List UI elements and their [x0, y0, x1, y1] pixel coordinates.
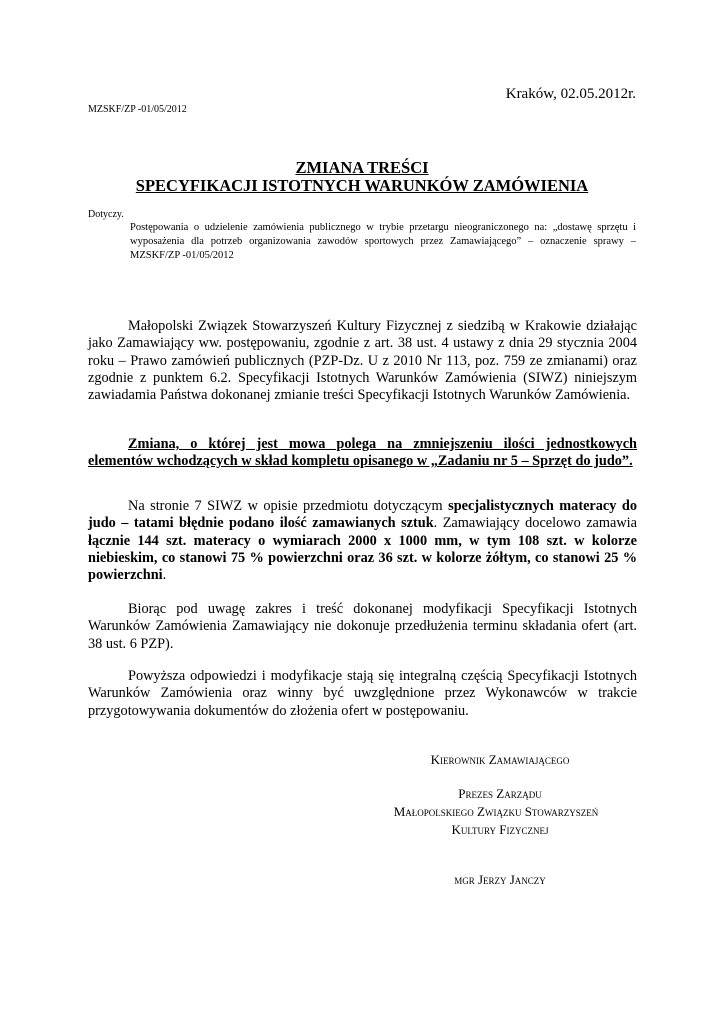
regarding-text: Postępowania o udzielenie zamówienia publicznego w trybie przetargu nieograniczonego na: „dostawę sprzętu i wyposażenia dla potrzeb organizowania zawodów sportowych przez Zamawiającego” – oznaczenie sprawy – MZSKF/ZP -01/05/2012 [130, 222, 636, 261]
p3-bold-b: specjalistycznych materacy do judo – tatami błędnie podano ilość zamawianych sztuk [88, 498, 637, 532]
signature-organization-cont: Kultury Fizycznej [451, 822, 549, 837]
paragraph-integral-part: Powyższa odpowiedzi i modyfikacje stają się integralną częścią Specyfikacji Istotnych Warunków Zamówienia oraz winny być uwzględnione przez Wykonawców w trakcie przygotowywania dokumentów do złożenia ofert w postępowaniu. [88, 668, 637, 719]
signature-organization: Małopolskiego Związku Stowarzyszeń [393, 804, 599, 819]
case-reference: MZSKF/ZP -01/05/2012 [88, 104, 187, 115]
regarding-label: Dotyczy. [88, 209, 124, 220]
place-and-date: Kraków, 02.05.2012r. [505, 86, 636, 102]
signature-title: Prezes Zarządu [458, 786, 542, 801]
paragraph-change-details [88, 498, 637, 584]
paragraph-change-summary: Zmiana, o której jest mowa polega na zmniejszeniu ilości jednostkowych elementów wchodzących w skład kompletu opisanego w „Zadaniu nr 5 – Sprzęt do judo”. [88, 436, 637, 470]
p3-text-e: . [162, 567, 167, 584]
p3-bold-d: łącznie 144 szt. materacy o wymiarach 2000 x 1000 mm, w tym 108 szt. w kolorze niebieskim, co stanowi 75 % powierzchni oraz 36 szt. w kolorze żółtym, co stanowi 25 % powierzchni [88, 532, 637, 584]
signature-role: Kierownik Zamawiającego [430, 752, 570, 767]
document-title-line2: SPECYFIKACJI ISTOTNYCH WARUNKÓW ZAMÓWIENIA [135, 176, 589, 195]
document-title-line1: ZMIANA TREŚCI [295, 158, 429, 177]
paragraph-deadline: Biorąc pod uwagę zakres i treść dokonanej modyfikacji Specyfikacji Istotnych Warunków Zamówienia Zamawiający nie dokonuje przedłużenia terminu składania ofert (art. 38 ust. 6 PZP). [88, 601, 637, 652]
paragraph-notification: Małopolski Związek Stowarzyszeń Kultury Fizycznej z siedzibą w Krakowie działając jako Zamawiający ww. postępowaniu, zgodnie z art. 38 ust. 4 ustawy z dnia 29 stycznia 2004 roku – Prawo zamówień publicznych (PZP-Dz. U z 2010 Nr 113, poz. 759 ze zmianami) oraz zgodnie z punktem 6.2. Specyfikacji Istotnych Warunków Zamówienia (SIWZ) niniejszym zawiadamia Państwa dokonanej zmianie treści Specyfikacji Istotnych Warunków Zamówienia. [88, 318, 637, 404]
signature-name: mgr Jerzy Janczy [454, 872, 546, 887]
p3-text-a: Na stronie 7 SIWZ w opisie przedmiotu dotyczącym [128, 498, 449, 514]
p3-text-c: . Zamawiający docelowo zamawia [433, 515, 637, 532]
